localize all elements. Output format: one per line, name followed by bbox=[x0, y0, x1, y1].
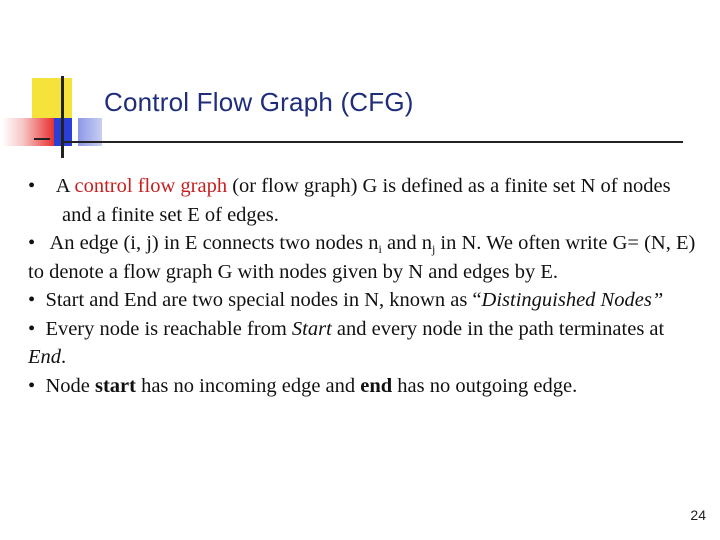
subscript-j: j bbox=[431, 242, 436, 256]
term-end-bold: end bbox=[360, 374, 393, 397]
bullet-4-text-mid: and every node in the path terminates at bbox=[331, 317, 665, 340]
slide-title: Control Flow Graph (CFG) bbox=[104, 87, 414, 117]
term-control-flow-graph: control flow graph bbox=[74, 175, 228, 197]
bullet-1-text-rest: (or flow graph) G is defined as a finite set N of nodes and a finite set E of edges. bbox=[62, 175, 671, 226]
closing-quote: ” bbox=[651, 289, 664, 311]
bullet-3-text: Start and End are two special nodes in N, known as “ bbox=[45, 289, 482, 311]
bullet-3 bbox=[28, 286, 704, 315]
slide-body bbox=[28, 172, 704, 400]
bullet-marker: • bbox=[28, 289, 36, 311]
bullet-marker: • bbox=[28, 232, 36, 254]
bullet-5-text-rest: has no outgoing edge. bbox=[392, 374, 578, 397]
bullet-5 bbox=[28, 372, 704, 401]
bullet-2-text-mid: and n bbox=[381, 232, 432, 254]
bullet-1 bbox=[28, 172, 704, 229]
decor-yellow-square bbox=[32, 78, 72, 118]
bullet-5-text: Node bbox=[45, 374, 95, 397]
bullet-1-text: A bbox=[55, 175, 75, 197]
subscript-i: i bbox=[378, 242, 382, 256]
bullet-2 bbox=[28, 229, 704, 286]
term-start: Start bbox=[291, 317, 332, 340]
term-distinguished-nodes: Distinguished Nodes bbox=[481, 289, 652, 311]
bullet-marker: • bbox=[28, 175, 36, 197]
bullet-4 bbox=[28, 315, 704, 372]
bullet-4-text: Every node is reachable from bbox=[45, 317, 292, 340]
page-number: 24 bbox=[690, 507, 706, 523]
title-underline-rule bbox=[62, 141, 683, 143]
bullet-2-text-rest: in N. We often write G= (N, E) to denote a flow graph G with nodes given by N and edges by E. bbox=[28, 232, 696, 283]
decor-short-rule bbox=[34, 138, 50, 140]
bullet-4-text-rest: . bbox=[61, 346, 67, 368]
term-start-bold: start bbox=[94, 374, 136, 397]
decor-vertical-rule bbox=[61, 76, 64, 158]
bullet-marker: • bbox=[28, 317, 36, 340]
decor-red-gradient-bar bbox=[2, 118, 54, 146]
bullet-2-text: An edge (i, j) in E connects two nodes n bbox=[49, 232, 379, 254]
bullet-5-text-mid: has no incoming edge and bbox=[135, 374, 361, 397]
term-end: End bbox=[28, 346, 62, 368]
bullet-marker: • bbox=[28, 374, 36, 397]
